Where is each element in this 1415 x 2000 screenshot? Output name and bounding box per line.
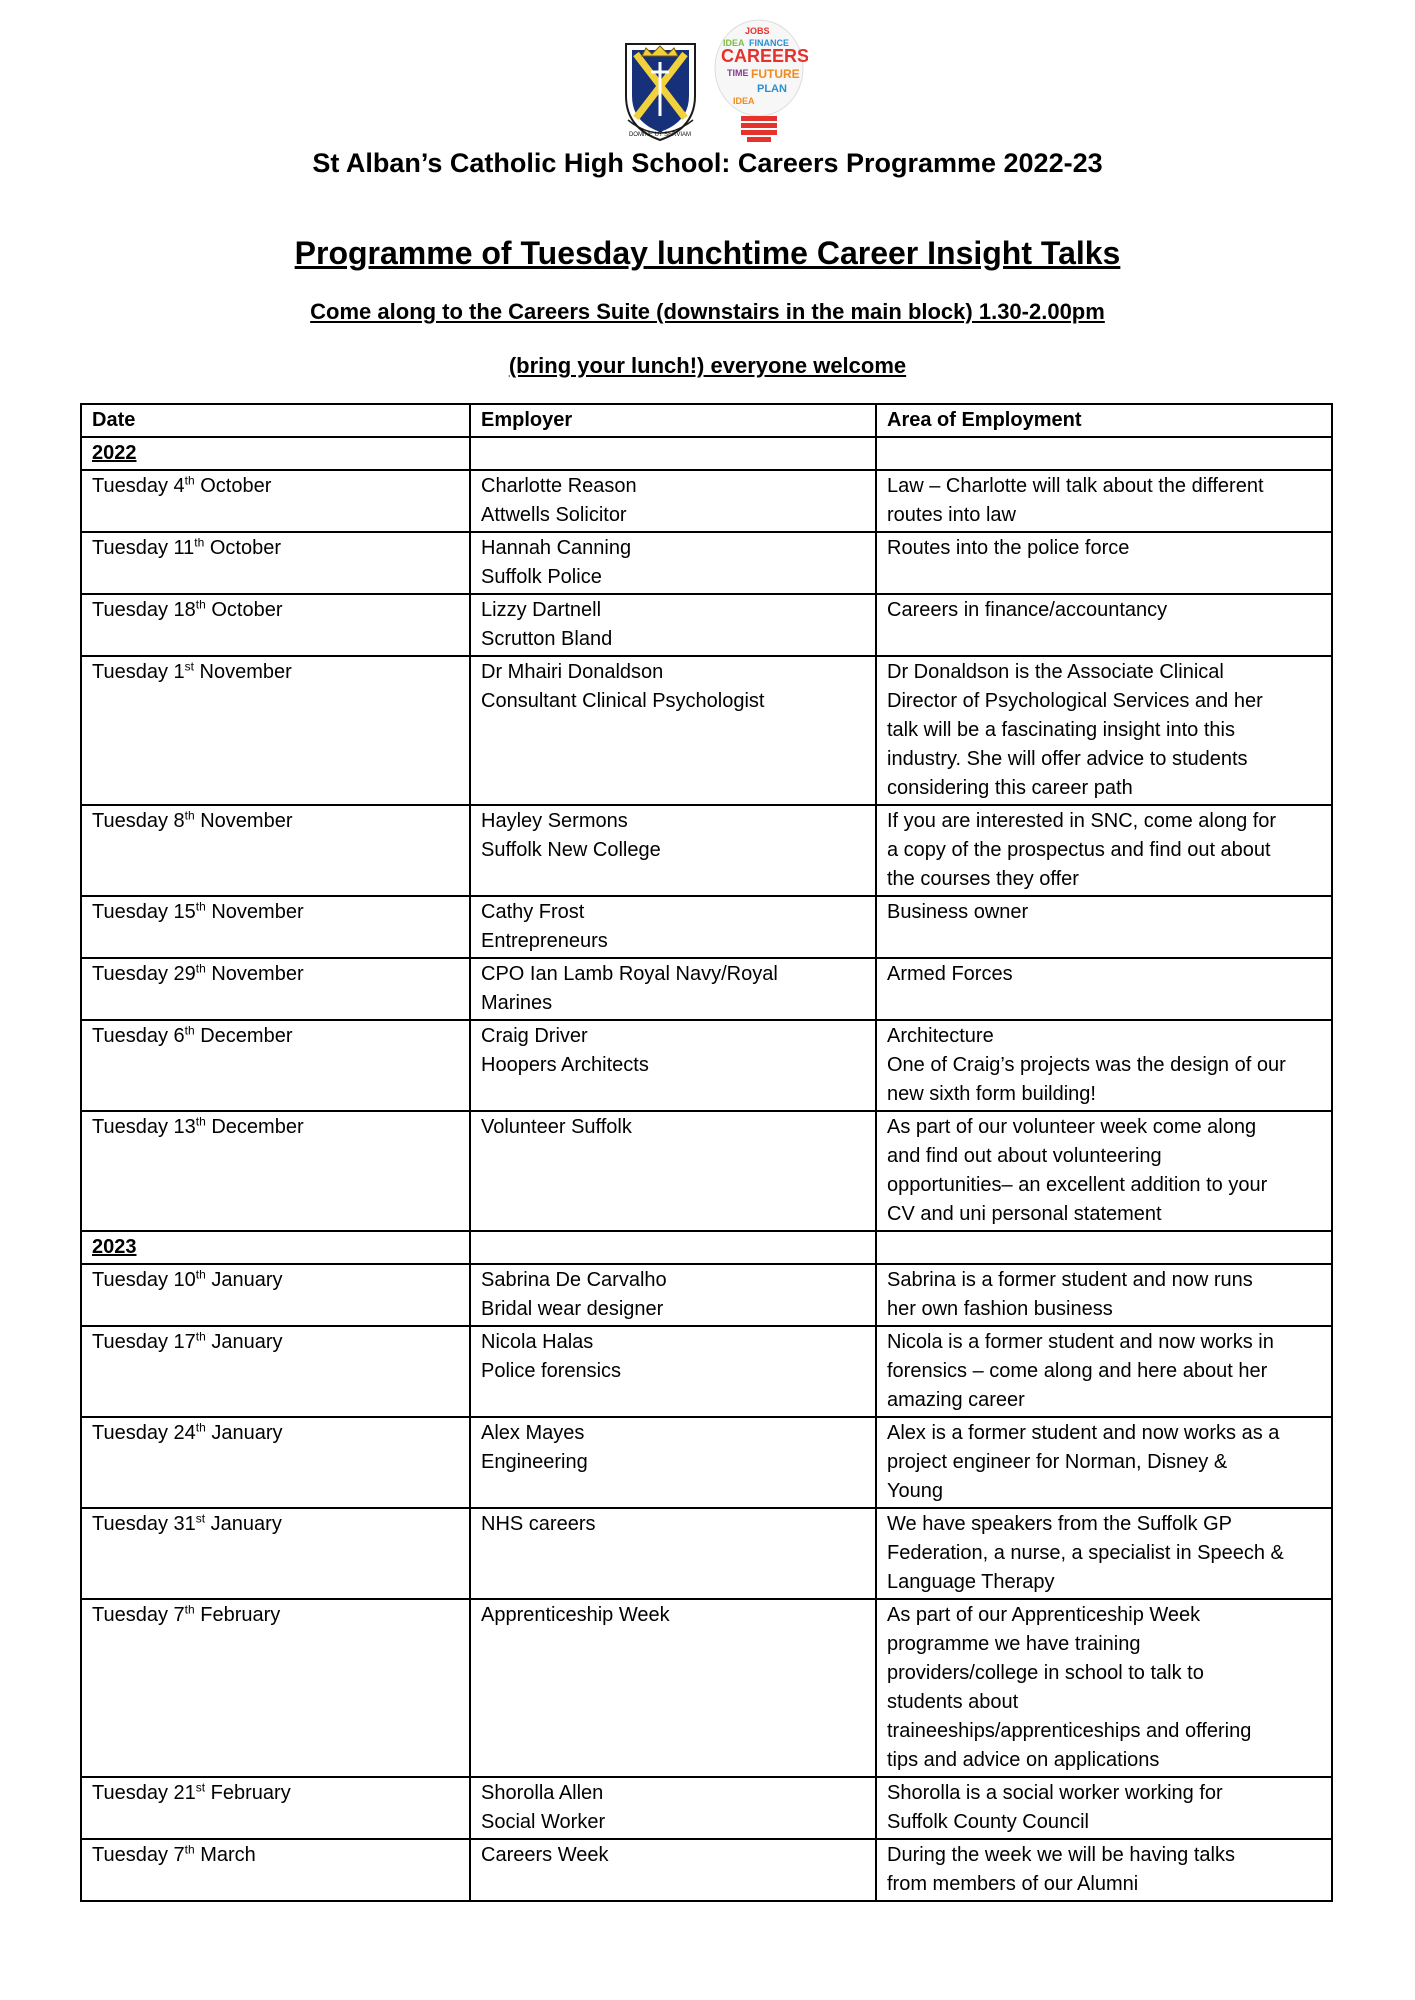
table-row — [81, 594, 1332, 656]
header-area: Area of Employment — [876, 404, 1332, 437]
employer-line: Shorolla Allen — [481, 1782, 604, 1804]
date-cell — [81, 532, 470, 594]
table-row — [81, 1326, 1332, 1417]
employer-line: Marines — [481, 992, 553, 1014]
date-cell — [81, 1111, 470, 1231]
area-line: talk will be a fascinating insight into this — [887, 719, 1235, 741]
area-line: Routes into the police force — [887, 537, 1130, 559]
employer-line: Suffolk Police — [481, 566, 602, 588]
date-month: October — [194, 475, 272, 497]
area-line: industry. She will offer advice to students — [887, 748, 1248, 770]
date-suffix: th — [195, 597, 206, 612]
date-day: Tuesday 15 — [92, 901, 196, 923]
employer-line: Attwells Solicitor — [481, 504, 627, 526]
area-line: traineeships/apprenticeships and offering — [887, 1720, 1252, 1742]
employer-cell — [470, 1020, 876, 1111]
area-line: Federation, a nurse, a specialist in Speech & — [887, 1542, 1284, 1564]
date-day: Tuesday 6 — [92, 1025, 185, 1047]
date-month: October — [204, 537, 282, 559]
date-month: January — [205, 1331, 283, 1353]
table-row — [81, 958, 1332, 1020]
date-month: January — [205, 1513, 282, 1535]
area-line: Armed Forces — [887, 963, 1013, 985]
table-row — [81, 1599, 1332, 1777]
employer-line: Lizzy Dartnell — [481, 599, 602, 621]
employer-line: Police forensics — [481, 1360, 622, 1382]
employer-line: Sabrina De Carvalho — [481, 1269, 667, 1291]
employer-line: Alex Mayes — [481, 1422, 585, 1444]
employer-line: Nicola Halas — [481, 1331, 594, 1353]
table-row — [81, 1020, 1332, 1111]
area-line: her own fashion business — [887, 1298, 1113, 1320]
date-suffix: th — [184, 808, 195, 823]
employer-cell — [470, 1264, 876, 1326]
date-suffix: th — [195, 1114, 206, 1129]
employer-cell — [470, 1417, 876, 1508]
area-cell — [876, 1417, 1332, 1508]
area-cell — [876, 594, 1332, 656]
date-month: December — [194, 1025, 293, 1047]
date-cell — [81, 805, 470, 896]
header-employer: Employer — [470, 404, 876, 437]
date-suffix: th — [195, 1420, 206, 1435]
date-month: November — [205, 901, 304, 923]
employer-line: Charlotte Reason — [481, 475, 637, 497]
employer-cell — [470, 896, 876, 958]
employer-line: Hannah Canning — [481, 537, 632, 559]
area-line: amazing career — [887, 1389, 1025, 1411]
area-line: a copy of the prospectus and find out about — [887, 839, 1271, 861]
date-suffix: th — [184, 1602, 195, 1617]
date-month: October — [205, 599, 283, 621]
table-row — [81, 656, 1332, 805]
date-month: March — [194, 1844, 256, 1866]
area-cell — [876, 1839, 1332, 1901]
talks-table — [80, 403, 1333, 1902]
area-line: Careers in finance/accountancy — [887, 599, 1168, 621]
date-month: November — [205, 963, 304, 985]
date-suffix: th — [195, 1329, 206, 1344]
date-day: Tuesday 21 — [92, 1782, 196, 1804]
employer-cell — [470, 470, 876, 532]
table-row — [81, 805, 1332, 896]
date-cell — [81, 1326, 470, 1417]
area-cell — [876, 437, 1332, 470]
area-cell — [876, 656, 1332, 805]
employer-line: Social Worker — [481, 1811, 606, 1833]
area-line: Dr Donaldson is the Associate Clinical — [887, 661, 1224, 683]
logo-word-future: FUTURE — [751, 67, 800, 81]
date-day: Tuesday 4 — [92, 475, 185, 497]
area-cell — [876, 958, 1332, 1020]
date-suffix: th — [195, 961, 206, 976]
area-line: opportunities– an excellent addition to your — [887, 1174, 1268, 1196]
area-line: Director of Psychological Services and her — [887, 690, 1263, 712]
date-suffix: th — [195, 899, 206, 914]
area-line: students about — [887, 1691, 1019, 1713]
employer-cell — [470, 1599, 876, 1777]
year-row — [81, 1231, 1332, 1264]
invite-line: (bring your lunch!) everyone welcome — [508, 353, 907, 378]
area-cell — [876, 805, 1332, 896]
employer-line: Engineering — [481, 1451, 588, 1473]
area-cell — [876, 1111, 1332, 1231]
area-line: We have speakers from the Suffolk GP — [887, 1513, 1232, 1535]
date-day: Tuesday 11 — [92, 537, 195, 559]
employer-line: CPO Ian Lamb Royal Navy/Royal — [481, 963, 778, 985]
area-line: new sixth form building! — [887, 1083, 1096, 1105]
employer-cell — [470, 1111, 876, 1231]
employer-cell — [470, 958, 876, 1020]
employer-cell — [470, 1231, 876, 1264]
date-cell — [81, 1417, 470, 1508]
area-cell — [876, 1020, 1332, 1111]
date-day: Tuesday 24 — [92, 1422, 196, 1444]
date-suffix: th — [184, 473, 195, 488]
employer-line: Cathy Frost — [481, 901, 585, 923]
table-row — [81, 1417, 1332, 1508]
date-day: Tuesday 18 — [92, 599, 196, 621]
employer-cell — [470, 1508, 876, 1599]
area-cell — [876, 896, 1332, 958]
employer-line: Craig Driver — [481, 1025, 588, 1047]
area-line: As part of our Apprenticeship Week — [887, 1604, 1201, 1626]
table-row — [81, 1839, 1332, 1901]
area-line: from members of our Alumni — [887, 1873, 1139, 1895]
year-row — [81, 437, 1332, 470]
area-line: providers/college in school to talk to — [887, 1662, 1204, 1684]
employer-line: Hoopers Architects — [481, 1054, 649, 1076]
employer-cell — [470, 594, 876, 656]
page-subtitle: Programme of Tuesday lunchtime Career Insight Talks — [294, 235, 1121, 271]
date-cell — [81, 1777, 470, 1839]
employer-line: Apprenticeship Week — [481, 1604, 670, 1626]
date-month: February — [205, 1782, 291, 1804]
date-cell — [81, 1599, 470, 1777]
area-line: Suffolk County Council — [887, 1811, 1089, 1833]
date-suffix: st — [184, 659, 194, 674]
logo-word-jobs: JOBS — [745, 26, 770, 36]
location-line: Come along to the Careers Suite (downstairs in the main block) 1.30-2.00pm — [310, 299, 1105, 324]
employer-line: NHS careers — [481, 1513, 596, 1535]
date-cell — [81, 1020, 470, 1111]
employer-cell — [470, 1326, 876, 1417]
logo-word-finance: FINANCE — [749, 38, 789, 48]
careers-lightbulb-icon — [715, 20, 808, 142]
table-row — [81, 532, 1332, 594]
employer-line: Scrutton Bland — [481, 628, 613, 650]
date-day: Tuesday 29 — [92, 963, 196, 985]
logo-word-time: TIME — [727, 68, 749, 78]
area-line: forensics – come along and here about her — [887, 1360, 1268, 1382]
date-month: November — [194, 661, 292, 683]
area-line: Business owner — [887, 901, 1029, 923]
employer-line: Entrepreneurs — [481, 930, 608, 952]
table-header-row — [81, 404, 1332, 437]
date-month: December — [205, 1116, 304, 1138]
logo-word-careers: CAREERS — [721, 46, 808, 66]
page-title: St Alban’s Catholic High School: Careers Programme 2022-23 — [312, 148, 1103, 178]
talks-table-body — [81, 404, 1332, 1901]
logo-word-plan: PLAN — [757, 83, 787, 95]
date-day: Tuesday 7 — [92, 1604, 185, 1626]
employer-line: Careers Week — [481, 1844, 609, 1866]
employer-line: Hayley Sermons — [481, 810, 628, 832]
employer-cell — [470, 1777, 876, 1839]
date-day: Tuesday 7 — [92, 1844, 185, 1866]
date-suffix: st — [195, 1780, 206, 1795]
area-line: project engineer for Norman, Disney & — [887, 1451, 1228, 1473]
logo-word-idea-2: IDEA — [733, 96, 755, 106]
area-line: Shorolla is a social worker working for — [887, 1782, 1223, 1804]
area-line: Language Therapy — [887, 1571, 1055, 1593]
date-cell — [81, 470, 470, 532]
table-row — [81, 470, 1332, 532]
employer-line: Volunteer Suffolk — [481, 1116, 632, 1138]
date-month: January — [205, 1422, 283, 1444]
date-cell — [81, 896, 470, 958]
table-row — [81, 896, 1332, 958]
date-suffix: st — [195, 1511, 206, 1526]
area-line: Young — [887, 1480, 943, 1502]
employer-cell — [470, 1839, 876, 1901]
area-cell — [876, 1264, 1332, 1326]
logos — [623, 18, 808, 144]
area-line: Law – Charlotte will talk about the different — [887, 475, 1264, 497]
area-cell — [876, 470, 1332, 532]
employer-cell — [470, 656, 876, 805]
date-month: November — [194, 810, 293, 832]
date-cell: 2022 — [81, 437, 470, 470]
date-day: Tuesday 13 — [92, 1116, 196, 1138]
area-cell — [876, 1231, 1332, 1264]
date-suffix: th — [195, 1267, 206, 1282]
date-suffix: th — [184, 1842, 195, 1857]
employer-line: Consultant Clinical Psychologist — [481, 690, 765, 712]
date-day: Tuesday 10 — [92, 1269, 196, 1291]
employer-cell — [470, 437, 876, 470]
date-cell — [81, 1508, 470, 1599]
date-cell: 2023 — [81, 1231, 470, 1264]
date-month: February — [194, 1604, 281, 1626]
date-day: Tuesday 1 — [92, 661, 185, 683]
area-line: and find out about volunteering — [887, 1145, 1162, 1167]
date-month: January — [205, 1269, 283, 1291]
employer-line: Bridal wear designer — [481, 1298, 664, 1320]
logo-graphics — [623, 18, 808, 144]
area-line: programme we have training — [887, 1633, 1141, 1655]
area-cell — [876, 1599, 1332, 1777]
area-line: routes into law — [887, 504, 1016, 526]
table-row — [81, 1111, 1332, 1231]
school-crest-icon — [626, 44, 695, 140]
employer-cell — [470, 805, 876, 896]
date-cell — [81, 1839, 470, 1901]
area-line: Architecture — [887, 1025, 994, 1047]
area-line: One of Craig’s projects was the design of our — [887, 1054, 1286, 1076]
area-line: tips and advice on applications — [887, 1749, 1160, 1771]
area-line: During the week we will be having talks — [887, 1844, 1235, 1866]
area-cell — [876, 1326, 1332, 1417]
date-day: Tuesday 31 — [92, 1513, 196, 1535]
area-line: Nicola is a former student and now works in — [887, 1331, 1274, 1353]
area-line: the courses they offer — [887, 868, 1079, 890]
date-cell — [81, 656, 470, 805]
header-date: Date — [81, 404, 470, 437]
crest-motto: DOMINE UT SERVIAM — [628, 132, 692, 138]
area-line: If you are interested in SNC, come along for — [887, 810, 1277, 832]
date-cell — [81, 958, 470, 1020]
date-day: Tuesday 17 — [92, 1331, 196, 1353]
area-line: As part of our volunteer week come along — [887, 1116, 1257, 1138]
date-cell — [81, 1264, 470, 1326]
table-row — [81, 1508, 1332, 1599]
area-cell — [876, 1777, 1332, 1839]
area-line: Sabrina is a former student and now runs — [887, 1269, 1253, 1291]
employer-line: Suffolk New College — [481, 839, 661, 861]
area-line: considering this career path — [887, 777, 1133, 799]
table-row — [81, 1264, 1332, 1326]
table-row — [81, 1777, 1332, 1839]
area-cell — [876, 1508, 1332, 1599]
employer-line: Dr Mhairi Donaldson — [481, 661, 664, 683]
employer-cell — [470, 532, 876, 594]
logo-word-idea: IDEA — [723, 38, 745, 48]
area-cell — [876, 532, 1332, 594]
area-line: Alex is a former student and now works as a — [887, 1422, 1280, 1444]
date-suffix: th — [184, 1023, 195, 1038]
date-cell — [81, 594, 470, 656]
date-day: Tuesday 8 — [92, 810, 185, 832]
area-line: CV and uni personal statement — [887, 1203, 1162, 1225]
date-suffix: th — [194, 535, 205, 550]
